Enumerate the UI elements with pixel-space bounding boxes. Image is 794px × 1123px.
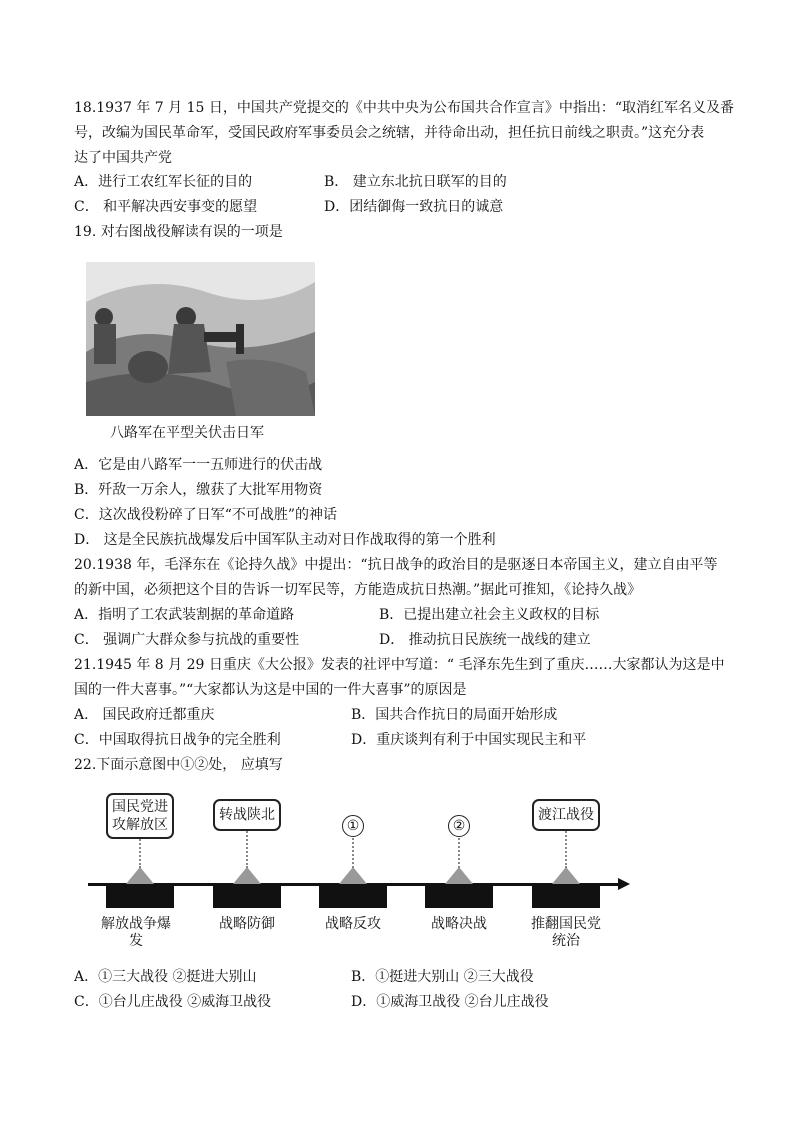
timeline-stage-1: 解放战争爆发 xyxy=(101,916,171,949)
q20-line-1: 20.1938 年，毛泽东在《论持久战》中提出：“抗日战争的政治目的是驱逐日本帝国主义，建立自由平等 xyxy=(74,557,718,573)
q21-line-2: 国的一件大喜事。”“大家都认为这是中国的一件大喜事”的原因是 xyxy=(74,682,467,698)
timeline-event-2: 转战陕北 xyxy=(213,799,281,831)
q20-option-a[interactable]: A．指明了工农武装割据的革命道路 xyxy=(74,607,295,623)
timeline-blank-2: ② xyxy=(448,815,470,837)
q21-option-a[interactable]: A． 国民政府迁都重庆 xyxy=(74,707,215,723)
q18-option-c[interactable]: C． 和平解决西安事变的愿望 xyxy=(74,199,258,215)
timeline-block-2 xyxy=(213,885,281,908)
timeline-connector-4 xyxy=(458,838,460,868)
q18-line-1: 18.1937 年 7 月 15 日，中国共产党提交的《中共中央为公布国共合作宣言》中指出：“取消红军名义及番 xyxy=(74,100,735,116)
q20-option-d[interactable]: D． 推动抗日民族统一战线的建立 xyxy=(379,632,591,648)
q20-stem xyxy=(74,553,724,603)
q18-option-a[interactable]: A．进行工农红军长征的目的 xyxy=(74,174,253,190)
q18-option-d[interactable]: D．团结御侮一致抗日的诚意 xyxy=(324,199,504,215)
q19-option-d[interactable]: D． 这是全民族抗战爆发后中国军队主动对日作战取得的第一个胜利 xyxy=(74,532,496,548)
timeline-connector-2 xyxy=(246,828,248,868)
timeline-stage-4: 战略决战 xyxy=(431,916,487,932)
timeline-stage-3: 战略反攻 xyxy=(325,916,381,932)
q19-option-b[interactable]: B．歼敌一万余人，缴获了大批军用物资 xyxy=(74,482,323,498)
timeline-marker-1 xyxy=(126,867,154,884)
q20-option-b[interactable]: B．已提出建立社会主义政权的目标 xyxy=(379,607,600,623)
q19-option-a[interactable]: A．它是由八路军一一五师进行的伏击战 xyxy=(74,457,323,473)
timeline-marker-3 xyxy=(339,867,367,884)
liberation-war-timeline xyxy=(80,790,640,960)
timeline-blank-1: ① xyxy=(342,815,364,837)
q18-line-2: 号，改编为国民革命军，受国民政府军事委员会之统辖，并待命出动，担任抗日前线之职责。”这充分表 xyxy=(74,125,705,141)
q21-option-d[interactable]: D．重庆谈判有利于中国实现民主和平 xyxy=(351,732,587,748)
battle-photo-illustration xyxy=(86,262,315,416)
timeline-event-1: 国民党进攻解放区 xyxy=(106,793,174,839)
timeline-block-3 xyxy=(319,885,387,908)
timeline-marker-5 xyxy=(552,867,580,884)
q18-line-3: 达了中国共产党 xyxy=(74,150,172,166)
timeline-block-5 xyxy=(532,885,600,908)
timeline-stage-5: 推翻国民党统治 xyxy=(531,916,601,949)
q20-option-c[interactable]: C． 强调广大群众参与抗战的重要性 xyxy=(74,632,300,648)
q21-option-c[interactable]: C．中国取得抗日战争的完全胜利 xyxy=(74,732,281,748)
q18-stem xyxy=(74,96,735,171)
q21-stem xyxy=(74,653,724,703)
q22-stem: 22.下面示意图中①②处， 应填写 xyxy=(74,757,283,773)
q22-option-d[interactable]: D．①威海卫战役 ②台儿庄战役 xyxy=(351,994,549,1010)
q19-stem: 19. 对右图战役解读有误的一项是 xyxy=(74,224,283,240)
pingxingguan-battle-photo xyxy=(86,262,315,416)
timeline-marker-4 xyxy=(445,867,473,884)
timeline-arrow-icon xyxy=(618,878,630,890)
timeline-block-1 xyxy=(106,885,174,908)
timeline-connector-3 xyxy=(352,838,354,868)
q20-line-2: 的新中国，必须把这个目的告诉一切军民等，方能造成抗日热潮。”据此可推知，《论持久战》 xyxy=(74,582,642,598)
q21-line-1: 21.1945 年 8 月 29 日重庆《大公报》发表的社评中写道：“ 毛泽东先生到了重庆……大家都认为这是中 xyxy=(74,657,725,673)
q18-option-b[interactable]: B． 建立东北抗日联军的目的 xyxy=(324,174,507,190)
timeline-stage-2: 战略防御 xyxy=(219,916,275,932)
q22-option-c[interactable]: C．①台儿庄战役 ②威海卫战役 xyxy=(74,994,272,1010)
q21-option-b[interactable]: B．国共合作抗日的局面开始形成 xyxy=(351,707,558,723)
photo-caption: 八路军在平型关伏击日军 xyxy=(110,425,264,441)
timeline-marker-2 xyxy=(233,867,261,884)
q22-option-a[interactable]: A．①三大战役 ②挺进大别山 xyxy=(74,969,257,985)
q22-option-b[interactable]: B．①挺进大别山 ②三大战役 xyxy=(351,969,534,985)
q19-option-c[interactable]: C．这次战役粉碎了日军“不可战胜”的神话 xyxy=(74,507,338,523)
timeline-connector-5 xyxy=(565,828,567,868)
timeline-block-4 xyxy=(425,885,493,908)
timeline-event-5: 渡江战役 xyxy=(532,799,600,831)
